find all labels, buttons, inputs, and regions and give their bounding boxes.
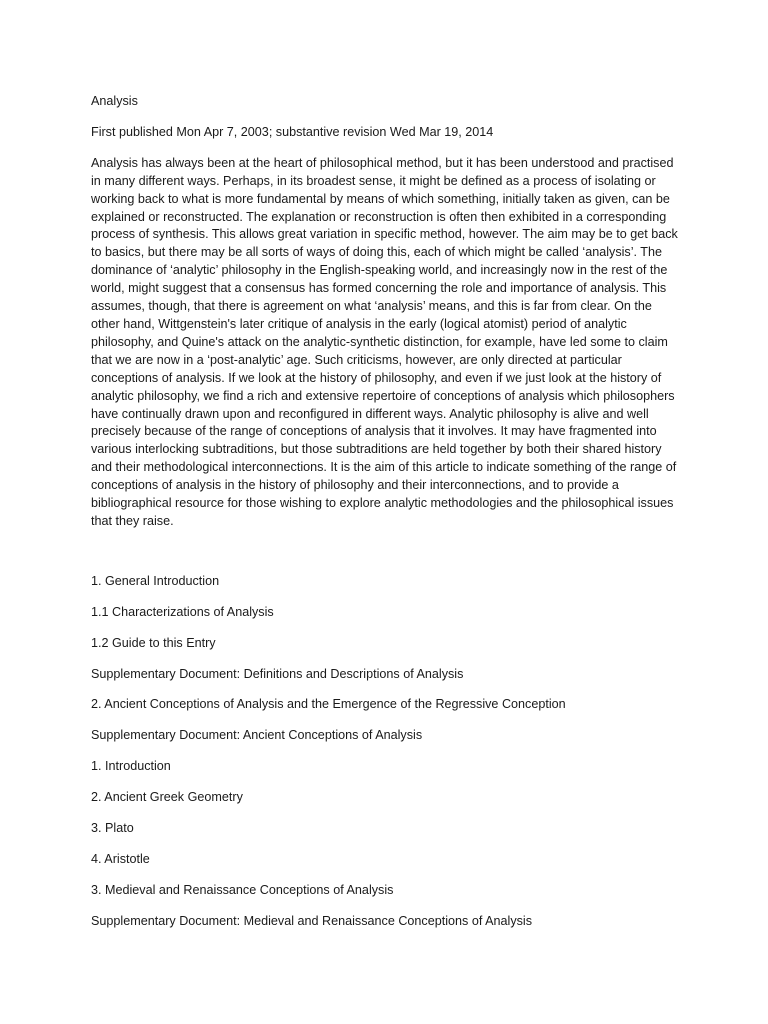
toc-item-plato: 3. Plato — [91, 820, 134, 835]
toc-item-introduction: 1. Introduction — [91, 759, 171, 774]
table-of-contents — [91, 573, 681, 931]
toc-item-supplementary-ancient: Supplementary Document: Ancient Conceptions of Analysis — [91, 728, 423, 743]
document-title: Analysis — [91, 94, 138, 108]
toc-item-general-introduction: 1. General Introduction — [91, 573, 220, 588]
publication-info: First published Mon Apr 7, 2003; substantive revision Wed Mar 19, 2014 — [91, 124, 494, 139]
abstract-paragraph: Analysis has always been at the heart of philosophical method, but it has been understood and practised in many different ways. Perhaps, in its broadest sense, it might be defined as a process of isolating or working back to what is more fundamental by means of which something, initially taken as given, can be explained or reconstructed. The explanation or reconstruction is often then exhibited in a corresponding process of synthesis. This allows great variation in specific method, however. The aim may be to get back to basics, but there may be all sorts of ways of doing this, each of which might be called ‘analysis’. The dominance of ‘analytic’ philosophy in the English-speaking world, and increasingly now in the rest of the world, might suggest that a consensus has formed concerning the role and importance of analysis. This assumes, though, that there is agreement on what ‘analysis’ means, and this is far from clear. On the other hand, Wittgenstein's later critique of analysis in the early (logical atomist) period of analytic philosophy, and Quine's attack on the analytic-synthetic distinction, for example, have led some to claim that we are now in a ‘post-analytic’ age. Such criticisms, however, are only directed at particular conceptions of analysis. If we look at the history of philosophy, and even if we just look at the history of analytic philosophy, we find a rich and extensive repertoire of conceptions of analysis which philosophers have continually drawn upon and reconfigured in different ways. Analytic philosophy is alive and well precisely because of the range of conceptions of analysis that it involves. It may have fragmented into various interlocking subtraditions, but those subtraditions are held together by both their shared history and their methodological interconnections. It is the aim of this article to indicate something of the range of conceptions of analysis in the history of philosophy and their interconnections, and to provide a bibliographical resource for those wishing to explore analytic methodologies and the philosophical issues that they raise. — [91, 155, 678, 528]
document-page — [91, 93, 681, 944]
toc-item-greek-geometry: 2. Ancient Greek Geometry — [91, 790, 243, 805]
toc-item-ancient-conceptions: 2. Ancient Conceptions of Analysis and the Emergence of the Regressive Conception — [91, 697, 566, 712]
toc-item-supplementary-definitions: Supplementary Document: Definitions and Descriptions of Analysis — [91, 666, 464, 681]
toc-item-aristotle: 4. Aristotle — [91, 851, 150, 866]
toc-item-supplementary-medieval: Supplementary Document: Medieval and Renaissance Conceptions of Analysis — [91, 913, 533, 928]
toc-item-guide: 1.2 Guide to this Entry — [91, 635, 216, 650]
toc-item-medieval-renaissance: 3. Medieval and Renaissance Conceptions of Analysis — [91, 882, 394, 897]
toc-item-characterizations: 1.1 Characterizations of Analysis — [91, 604, 274, 619]
